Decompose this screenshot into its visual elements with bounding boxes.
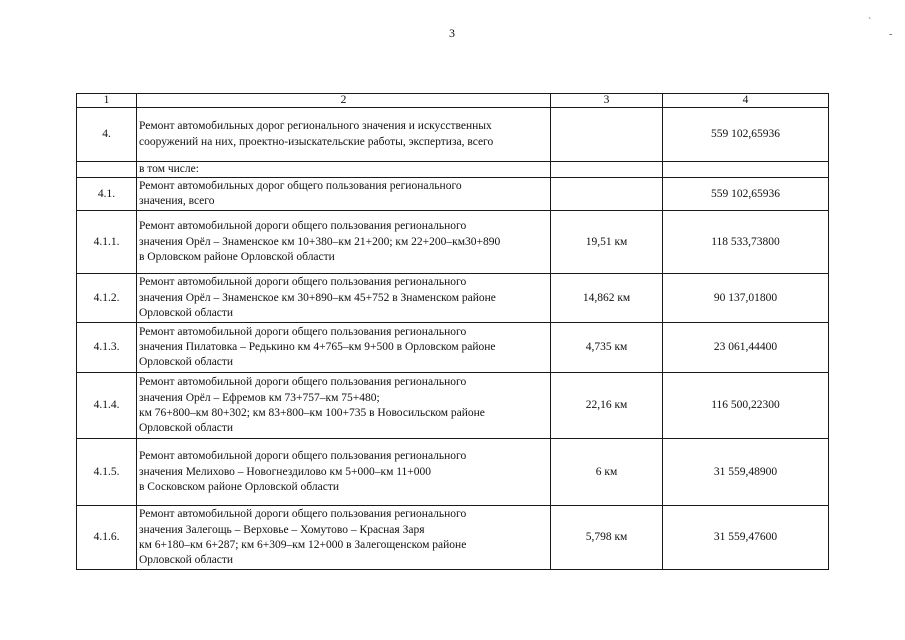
- scan-mark: `: [868, 17, 872, 28]
- row-amount: 559 102,65936: [663, 108, 829, 162]
- row-description: [137, 506, 551, 570]
- row-number: 4.: [77, 108, 137, 162]
- table-row: [77, 373, 829, 439]
- row-number: [77, 162, 137, 178]
- description-line: Ремонт автомобильной дороги общего пользования регионального: [139, 276, 467, 289]
- description-line: значения Мелихово – Новогнездилово км 5+000–км 11+000: [139, 465, 432, 478]
- description-line: км 76+800–км 80+302; км 83+800–км 100+735 в Новосильском районе: [139, 406, 485, 419]
- row-length: 5,798 км: [551, 506, 663, 570]
- column-number-row: [77, 94, 829, 108]
- row-number: 4.1.: [77, 178, 137, 211]
- description-line: значения Залегощь – Верховье – Хомутово – Красная Заря: [139, 523, 425, 536]
- row-description: [137, 178, 551, 211]
- row-length: 14,862 км: [551, 274, 663, 323]
- page-number: 3: [449, 26, 455, 40]
- row-number: 4.1.4.: [77, 373, 137, 439]
- row-amount: 116 500,22300: [663, 373, 829, 439]
- table-row: [77, 178, 829, 211]
- row-description: [137, 162, 551, 178]
- row-description: [137, 108, 551, 162]
- description-line: Орловской области: [139, 553, 234, 566]
- description-line: Ремонт автомобильной дороги общего пользования регионального: [139, 508, 467, 521]
- row-length: [551, 162, 663, 178]
- column-number: 1: [77, 94, 137, 108]
- description-line: значения Орёл – Ефремов км 73+757–км 75+480;: [139, 391, 380, 404]
- row-length: [551, 178, 663, 211]
- description-line: в том числе:: [139, 163, 199, 175]
- row-amount: 90 137,01800: [663, 274, 829, 323]
- row-description: [137, 211, 551, 274]
- description-line: Ремонт автомобильной дороги общего пользования регионального: [139, 376, 467, 389]
- description-line: Ремонт автомобильных дорог регионального значения и искусственных: [139, 120, 492, 133]
- description-line: Орловской области: [139, 306, 234, 319]
- row-number: 4.1.2.: [77, 274, 137, 323]
- table-row: [77, 323, 829, 373]
- column-number: 3: [551, 94, 663, 108]
- table-row: [77, 274, 829, 323]
- table-row: [77, 162, 829, 178]
- table-row: [77, 108, 829, 162]
- row-length: 22,16 км: [551, 373, 663, 439]
- description-line: в Орловском районе Орловской области: [139, 250, 335, 263]
- table-row: [77, 211, 829, 274]
- description-line: значения Орёл – Знаменское км 10+380–км 21+200; км 22+200–км30+890: [139, 235, 501, 248]
- column-number: 4: [663, 94, 829, 108]
- row-number: 4.1.3.: [77, 323, 137, 373]
- description-line: Ремонт автомобильных дорог общего пользования регионального: [139, 180, 462, 192]
- table-row: [77, 439, 829, 506]
- scan-mark: -: [889, 29, 893, 40]
- description-line: Орловской области: [139, 356, 234, 369]
- row-length: [551, 108, 663, 162]
- row-number: 4.1.6.: [77, 506, 137, 570]
- description-line: Орловской области: [139, 421, 234, 434]
- row-amount: [663, 162, 829, 178]
- table-row: [77, 506, 829, 570]
- description-line: значения Пилатовка – Редькино км 4+765–км 9+500 в Орловском районе: [139, 341, 496, 354]
- description-line: Ремонт автомобильной дороги общего пользования регионального: [139, 325, 467, 338]
- description-line: Ремонт автомобильной дороги общего пользования регионального: [139, 450, 467, 463]
- column-number: 2: [137, 94, 551, 108]
- description-line: значения Орёл – Знаменское км 30+890–км 45+752 в Знаменском районе: [139, 291, 496, 304]
- row-description: [137, 323, 551, 373]
- row-description: [137, 274, 551, 323]
- row-number: 4.1.1.: [77, 211, 137, 274]
- row-number: 4.1.5.: [77, 439, 137, 506]
- row-description: [137, 439, 551, 506]
- row-amount: 23 061,44400: [663, 323, 829, 373]
- row-length: 19,51 км: [551, 211, 663, 274]
- description-line: в Сосковском районе Орловской области: [139, 480, 339, 493]
- row-amount: 118 533,73800: [663, 211, 829, 274]
- description-line: км 6+180–км 6+287; км 6+309–км 12+000 в Залегощенском районе: [139, 538, 467, 551]
- roads-repair-table: [76, 93, 829, 570]
- description-line: сооружений на них, проектно-изыскательские работы, экспертиза, всего: [139, 135, 494, 148]
- description-line: Ремонт автомобильной дороги общего пользования регионального: [139, 220, 467, 233]
- row-description: [137, 373, 551, 439]
- description-line: значения, всего: [139, 195, 215, 208]
- row-length: 6 км: [551, 439, 663, 506]
- row-amount: 31 559,47600: [663, 506, 829, 570]
- row-amount: 31 559,48900: [663, 439, 829, 506]
- row-amount: 559 102,65936: [663, 178, 829, 211]
- row-length: 4,735 км: [551, 323, 663, 373]
